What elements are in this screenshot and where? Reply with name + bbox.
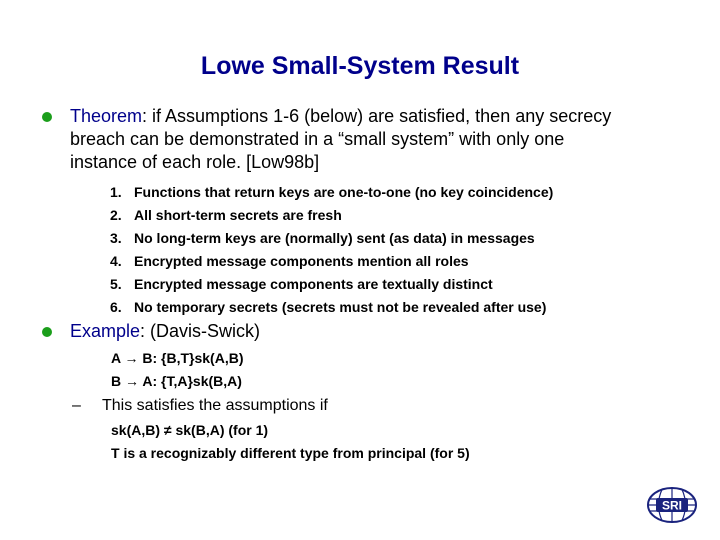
example-label: Example <box>70 321 141 341</box>
satisfies-text: This satisfies the assumptions if <box>102 397 328 414</box>
assumption-item: 6. No temporary secrets (secrets must not be revealed after use) <box>110 299 547 315</box>
assumption-item: 5. Encrypted message components are textually distinct <box>110 276 493 292</box>
theorem-label: Theorem <box>70 106 143 126</box>
protocol-line: A → B: {B,T}sk(A,B) <box>111 350 244 366</box>
satisfies-line <box>72 397 328 415</box>
assumption-item: 3. No long-term keys are (normally) sent (as data) in messages <box>110 230 535 246</box>
assumption-item: 4. Encrypted message components mention all roles <box>110 253 469 269</box>
bullet-icon <box>42 112 52 122</box>
example-paragraph <box>70 320 630 343</box>
assumption-item: 1. Functions that return keys are one-to-one (no key coincidence) <box>110 184 554 200</box>
dash-bullet: – <box>72 397 81 414</box>
assumptions-list <box>110 181 553 319</box>
theorem-text: : if Assumptions 1-6 (below) are satisfied, then any secrecy breach can be demonstrated in a “small system” with only one instance of each role. [Low98b] <box>70 106 612 172</box>
bullet-icon <box>42 327 52 337</box>
example-text: : (Davis-Swick) <box>140 321 261 341</box>
theorem-paragraph <box>70 105 630 174</box>
condition-line: sk(A,B) ≠ sk(B,A) (for 1) <box>111 422 269 438</box>
assumption-item: 2. All short-term secrets are fresh <box>110 207 342 223</box>
svg-text:SRI: SRI <box>661 498 683 513</box>
sri-logo-icon <box>646 486 698 524</box>
slide-title: Lowe Small-System Result <box>200 52 520 80</box>
condition-line: T is a recognizably different type from principal (for 5) <box>111 445 470 461</box>
protocol-line: B → A: {T,A}sk(B,A) <box>111 373 242 389</box>
